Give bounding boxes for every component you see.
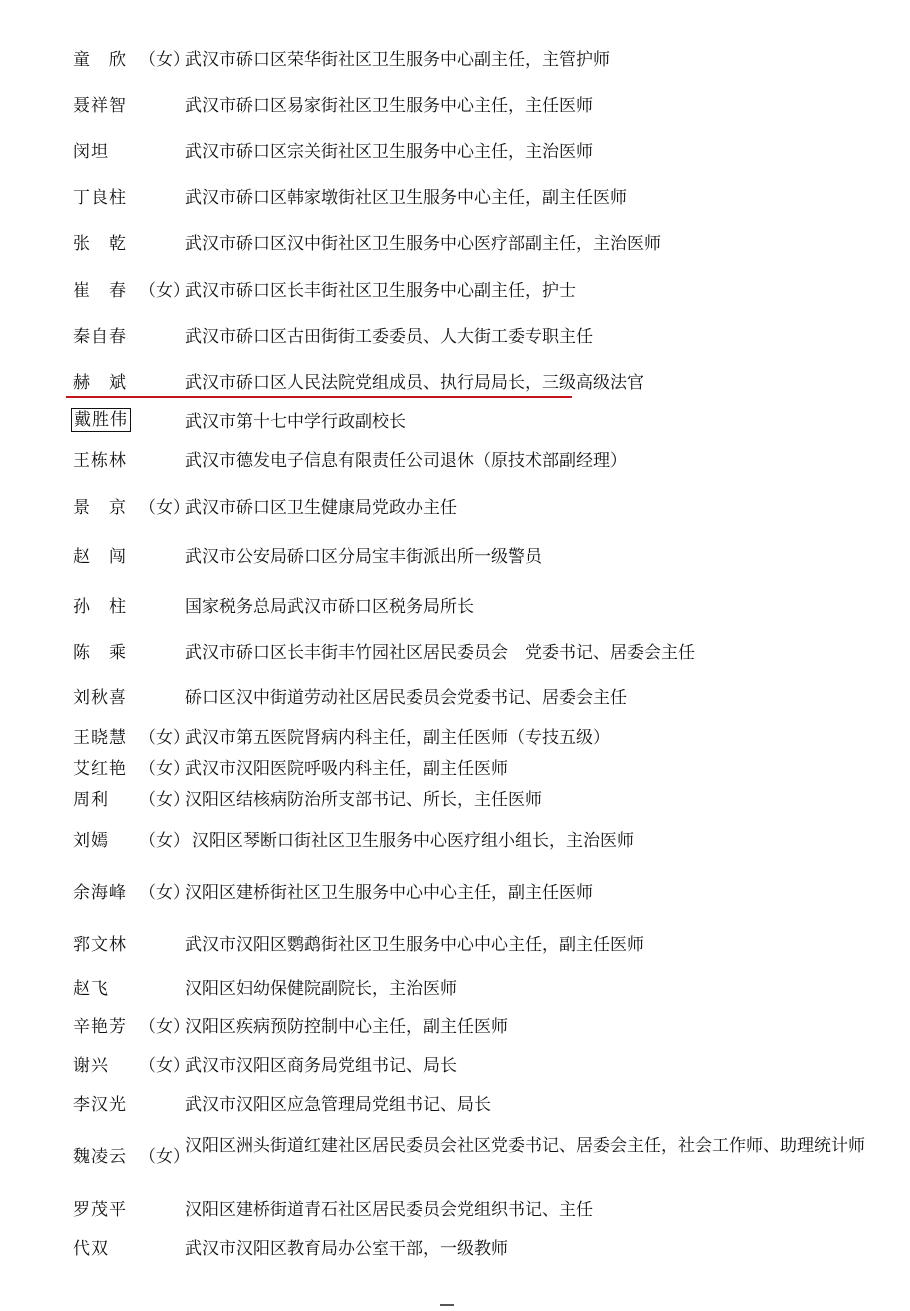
person-name: 景 京 xyxy=(73,498,127,518)
person-description: 武汉市第五医院肾病内科主任，副主任医师（专技五级） xyxy=(185,728,610,748)
person-description: 武汉市汉阳区商务局党组书记、局长 xyxy=(185,1056,457,1076)
person-name: 罗茂平 xyxy=(73,1200,127,1220)
person-name: 童 欣 xyxy=(73,50,127,70)
person-gender: （女） xyxy=(139,759,190,779)
person-description: 汉阳区建桥街道青石社区居民委员会党组织书记、主任 xyxy=(185,1200,593,1220)
person-name: 代双 xyxy=(73,1239,109,1259)
person-description: 武汉市汉阳医院呼吸内科主任，副主任医师 xyxy=(185,759,508,779)
person-description: 硚口区汉中街道劳动社区居民委员会党委书记、居委会主任 xyxy=(185,688,627,708)
person-name: 谢兴 xyxy=(73,1056,109,1076)
person-name: 魏凌云 xyxy=(73,1147,127,1167)
person-description: 武汉市硚口区宗关街社区卫生服务中心主任，主治医师 xyxy=(185,142,593,162)
person-name: 王晓慧 xyxy=(73,728,127,748)
red-underline xyxy=(66,396,572,398)
person-gender: （女） xyxy=(139,498,190,518)
person-name: 孙 柱 xyxy=(73,597,127,617)
person-description: 汉阳区妇幼保健院副院长，主治医师 xyxy=(185,979,457,999)
person-name: 王栋林 xyxy=(73,451,127,471)
person-name: 艾红艳 xyxy=(73,759,127,779)
person-gender: （女） xyxy=(139,1147,190,1167)
person-description: 武汉市硚口区古田街街工委委员、人大街工委专职主任 xyxy=(185,327,593,347)
person-gender: （女） xyxy=(139,50,190,70)
person-description: 汉阳区疾病预防控制中心主任，副主任医师 xyxy=(185,1017,508,1037)
person-name: 余海峰 xyxy=(73,883,127,903)
person-description: 武汉市硚口区汉中街社区卫生服务中心医疗部副主任，主治医师 xyxy=(185,234,661,254)
person-description: 武汉市硚口区易家街社区卫生服务中心主任，主任医师 xyxy=(185,96,593,116)
person-description: 国家税务总局武汉市硚口区税务局所长 xyxy=(185,597,474,617)
person-name: 辛艳芳 xyxy=(73,1017,127,1037)
person-name: 丁良柱 xyxy=(73,188,127,208)
person-description: 武汉市汉阳区教育局办公室干部，一级教师 xyxy=(185,1239,508,1259)
person-gender: （女） xyxy=(139,728,190,748)
person-name: 崔 春 xyxy=(73,281,127,301)
person-description: 武汉市硚口区韩家墩街社区卫生服务中心主任，副主任医师 xyxy=(185,188,627,208)
person-gender: （女） xyxy=(139,790,190,810)
person-description: 武汉市公安局硚口区分局宝丰街派出所一级警员 xyxy=(185,547,542,567)
person-gender: （女） xyxy=(139,831,190,851)
person-description: 武汉市硚口区长丰街社区卫生服务中心副主任，护士 xyxy=(185,281,576,301)
person-gender: （女） xyxy=(139,1056,190,1076)
person-description: 武汉市汉阳区鹦鹉街社区卫生服务中心中心主任，副主任医师 xyxy=(185,935,644,955)
person-name: 赵飞 xyxy=(73,979,109,999)
person-name: 陈 乘 xyxy=(73,643,127,663)
person-name-boxed: 戴胜伟 xyxy=(71,408,131,432)
person-name: 赫 斌 xyxy=(73,373,127,393)
person-description: 汉阳区结核病防治所支部书记、所长，主任医师 xyxy=(185,790,542,810)
person-name: 张 乾 xyxy=(73,234,127,254)
person-description: 汉阳区洲头街道红建社区居民委员会社区党委书记、居委会主任，社会工作师、助理统计师 xyxy=(185,1136,865,1156)
person-name: 刘嫣 xyxy=(73,831,109,851)
person-description: 汉阳区琴断口街社区卫生服务中心医疗组小组长，主治医师 xyxy=(192,831,634,851)
person-name: 秦自春 xyxy=(73,327,127,347)
person-name: 刘秋喜 xyxy=(73,688,127,708)
person-description: 武汉市德发电子信息有限责任公司退休（原技术部副经理） xyxy=(185,451,627,471)
person-name: 李汉光 xyxy=(73,1095,127,1115)
person-description: 武汉市第十七中学行政副校长 xyxy=(185,412,406,432)
person-description: 汉阳区建桥街社区卫生服务中心中心主任，副主任医师 xyxy=(185,883,593,903)
person-name: 赵 闯 xyxy=(73,547,127,567)
person-gender: （女） xyxy=(139,1017,190,1037)
person-description: 武汉市硚口区荣华街社区卫生服务中心副主任，主管护师 xyxy=(185,50,610,70)
person-description: 武汉市硚口区人民法院党组成员、执行局局长，三级高级法官 xyxy=(185,373,644,393)
person-name: 聂祥智 xyxy=(73,96,127,116)
person-name: 闵坦 xyxy=(73,142,109,162)
person-name: 周利 xyxy=(73,790,109,810)
person-name: 郛文林 xyxy=(73,935,127,955)
person-description: 武汉市汉阳区应急管理局党组书记、局长 xyxy=(185,1095,491,1115)
page-edge-mark xyxy=(440,1304,454,1306)
person-gender: （女） xyxy=(139,281,190,301)
person-gender: （女） xyxy=(139,883,190,903)
person-description: 武汉市硚口区长丰街丰竹园社区居民委员会 党委书记、居委会主任 xyxy=(185,643,695,663)
person-description: 武汉市硚口区卫生健康局党政办主任 xyxy=(185,498,457,518)
